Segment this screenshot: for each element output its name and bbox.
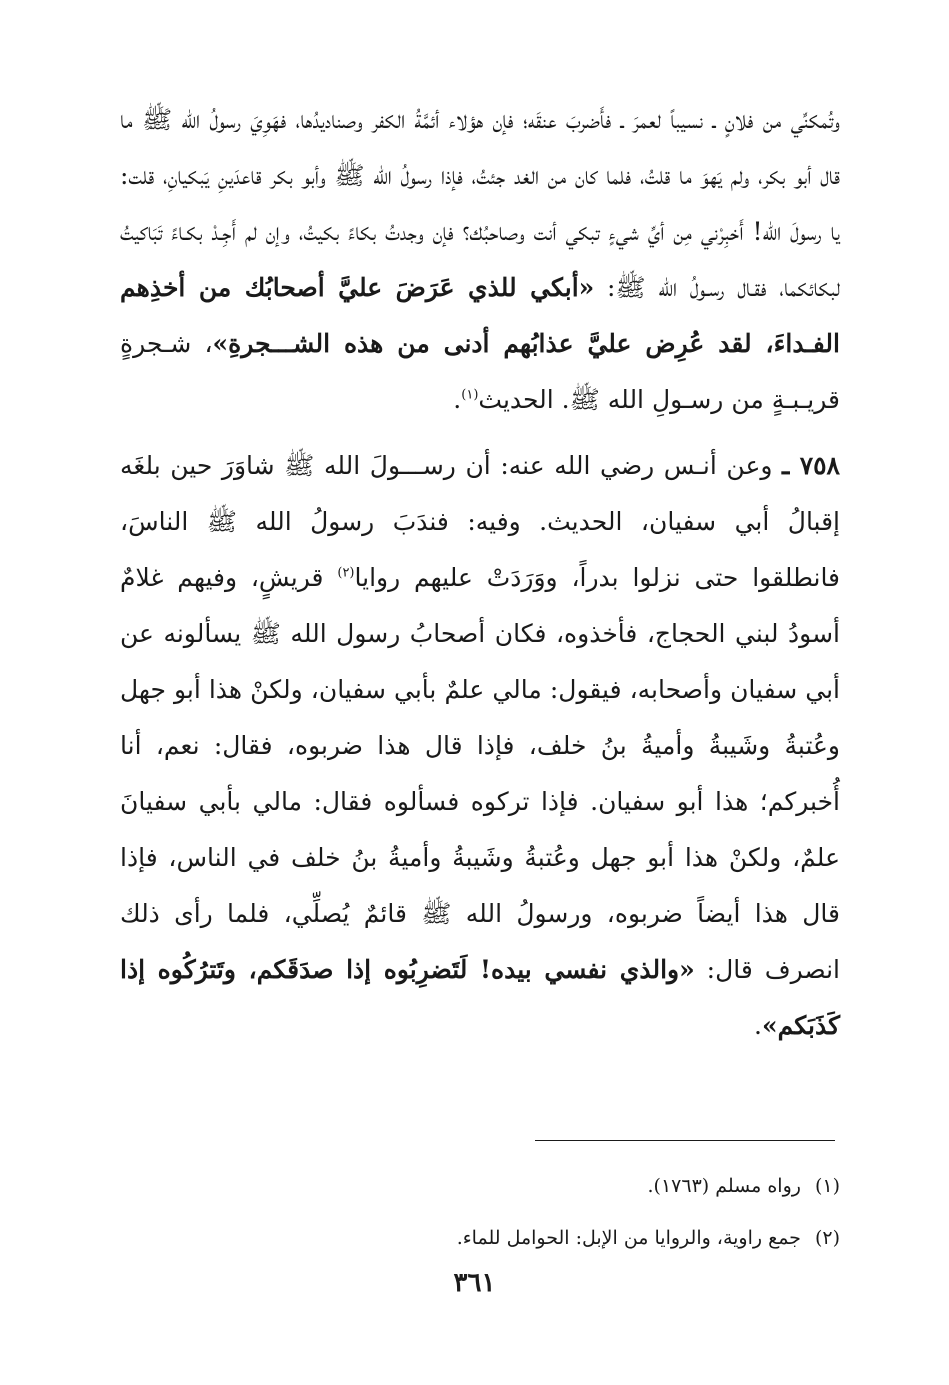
paragraph-2-text-a: وعن أنـس رضي الله عنه: أن رســـولَ الله ﷺ شاوَرَ حين بلغَه إقبالُ أبي سفيان، الحديث. وفيه: فندَبَ رسولُ الله ﷺ الناسَ، فانطلقوا حتى نزلوا بدراً، ووَرَدَتْ عليهم روايا [120,451,841,592]
main-text [120,92,840,1054]
paragraph-hadith-758 [120,438,840,1054]
paragraph-2-end: . [753,1011,762,1040]
footnote-mark-2[interactable]: (٢) [337,565,355,581]
paragraph-1-after: ، شـجرةٍ قريـبـةٍ من رسـولِ الله ﷺ. الحديث [120,329,840,414]
footnote-number: (١) [814,1175,840,1197]
paragraph-2-text-b: قريشٍ، وفيهم غلامٌ أسودُ لبني الحجاج، فأخذوه، فكان أصحابُ رسول الله ﷺ يسألونه عن أبي سفيان وأصحابه، فيقول: مالي علمٌ بأبي سفيان، ولكنْ هذا أبو جهل وعُتبةُ وشَيبةُ وأميةُ بنُ خلف، فإذا قال هذا ضربوه، فقال: نعم، أنا أُخبركم؛ هذا أبو سفيان. فإذا تركوه فسألوه فقال: مالي بأبي سفيانَ علمٌ، ولكنْ هذا أبو جهل وعُتبةُ وشَيبةُ وأميةُ بنُ خلف في الناس، فإذا قال هذا أيضاً ضربوه، ورسولُ الله ﷺ قائمٌ يُصلِّي، فلما رأى ذلك انصرف قال: [120,563,840,984]
footnote-number: (٢) [814,1227,840,1249]
prophet-quote-2: «والذي نفسي بيده! لَتَضرِبُوه إذا صدَقَكم، وتَترُكُوه إذا كَذَبَكم» [120,955,840,1040]
paragraph-1-end: . [453,385,462,414]
footnote-divider [535,1140,835,1141]
paragraph-hadith-continuation [120,92,840,428]
footnote-mark-1[interactable]: (١) [461,387,479,403]
hadith-number: ٧٥٨ ـ [782,451,840,480]
footnote-2 [120,1212,840,1264]
footnote-text: جمع راوية، والروايا من الإبل: الحوامل للماء. [456,1227,801,1249]
footnote-text: رواه مسلم (١٧٦٣). [647,1175,801,1197]
prophet-quote: «أبكي للذي عَرَضَ عليَّ أصحابُك من أخذِهم الفـداءَ، لقد عُرِض عليَّ عذابُهم أدنى من هذه الشـــجرةِ» [120,273,840,358]
footnote-1 [120,1160,840,1212]
paragraph-1-intro: وتُمكنِّي من فلانٍ ـ نسيباً لعمرَ ـ فأَضربَ عنقَه؛ فإن هؤلاء أئمَّةُ الكفر وصناديدُها، فهَوِيَ رسولُ الله ﷺ ما قال أبو بكر، ولم يَهوَ ما قلتُ، فلما كان من الغد جئتُ، فإذا رسولُ الله ﷺ وأبو بكر قاعدَينِ يَبكيانِ، قلت: يا رسولَ الله! أَخبِرْني مِن أيِّ شيءٍ تبكي أنت وصاحبُك؟ فإن وجدتُ بكاءً بكيتُ، وإن لم أَجِـدْ بكـاءً تَبَاكيتُ لبكائكما، فقـال رسـولُ الله ﷺ: [120,105,840,302]
page-number: ٣٦١ [453,1268,496,1298]
footnotes [120,1160,840,1264]
